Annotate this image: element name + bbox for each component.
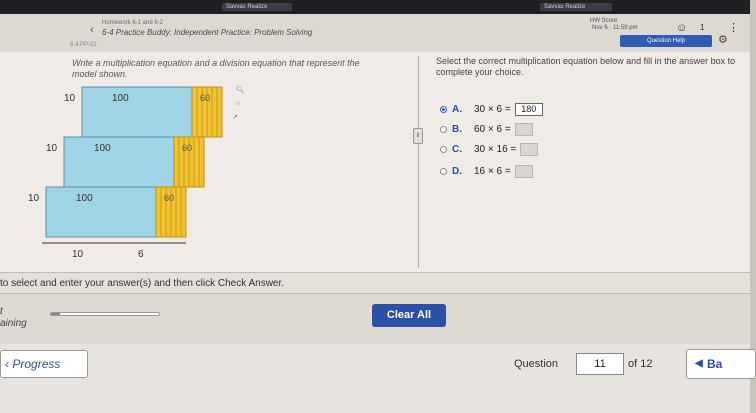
choice-equation: 60 × 6 = xyxy=(474,123,511,135)
prompt-bar xyxy=(0,272,750,294)
blue-block xyxy=(82,87,192,137)
question-total: of 12 xyxy=(628,358,653,370)
footer-nav xyxy=(0,344,750,413)
bottom-right-label: 6 xyxy=(138,249,144,260)
blue-block xyxy=(46,187,156,237)
strip-value-label: 60 xyxy=(200,93,211,103)
user-icon[interactable]: ☺ xyxy=(676,22,688,34)
choice-equation: 16 × 6 = xyxy=(474,165,511,177)
choice-letter: B. xyxy=(452,123,462,135)
choice-letter: A. xyxy=(452,103,462,115)
blue-block xyxy=(64,137,174,187)
browser-top-bar xyxy=(0,0,750,14)
question-help-button[interactable]: Question Help xyxy=(620,35,712,47)
radio-button[interactable] xyxy=(440,168,447,175)
block-value-label: 100 xyxy=(94,143,111,154)
choice-d[interactable] xyxy=(440,162,533,180)
choice-b[interactable] xyxy=(440,120,533,138)
back-arrow-icon: ◀ xyxy=(695,358,703,369)
choice-letter: D. xyxy=(452,165,462,177)
progress-button[interactable]: ‹ Progress xyxy=(0,350,88,378)
choice-a[interactable] xyxy=(440,100,543,118)
answer-box[interactable]: 180 xyxy=(515,103,543,116)
row-left-label: 10 xyxy=(46,143,58,154)
radio-button[interactable] xyxy=(440,106,447,113)
expand-icon[interactable]: ↗ xyxy=(232,114,238,121)
question-number-input[interactable]: 11 xyxy=(576,353,624,375)
back-button[interactable] xyxy=(686,349,756,379)
question-number: 6.4.PP-21 xyxy=(70,42,97,48)
bottom-bar xyxy=(0,294,750,344)
strip-value-label: 60 xyxy=(164,193,175,203)
clear-all-button[interactable]: Clear All xyxy=(372,304,446,327)
row-left-label: 10 xyxy=(28,193,40,204)
count-badge: 1 xyxy=(700,23,705,32)
bottom-left-label: 10 xyxy=(72,249,84,260)
assignment-title: 6-4 Practice Buddy: Independent Practice: Problem Solving xyxy=(102,28,313,37)
progress-label: Progress xyxy=(12,357,61,371)
panel-divider xyxy=(418,56,419,268)
choice-c[interactable] xyxy=(440,140,538,158)
browser-tab[interactable]: Savvas Realize xyxy=(222,3,292,11)
remaining-text: aining xyxy=(0,318,27,329)
remaining-label: t aining xyxy=(0,306,27,329)
divider-handle[interactable]: ‖ xyxy=(413,128,423,144)
progress-fill xyxy=(51,313,60,315)
breadcrumb[interactable]: Homework 6-1 and 6-2 xyxy=(102,20,164,26)
hw-score: HW Score xyxy=(590,18,618,24)
block-value-label: 100 xyxy=(112,93,129,104)
question-text: Write a multiplication equation and a division equation that represent the model shown. xyxy=(72,58,360,79)
browser-tab[interactable]: Savvas Realize xyxy=(540,3,612,11)
back-chevron-icon[interactable]: ‹ xyxy=(90,24,94,36)
back-label: Ba xyxy=(707,357,723,371)
question-label: Question xyxy=(514,358,559,370)
remaining-progress-bar xyxy=(50,312,160,316)
due-date: Nov 6 · 11:59 pm xyxy=(592,25,638,31)
choice-equation: 30 × 16 = xyxy=(474,143,517,155)
more-icon[interactable]: ⋮ xyxy=(728,22,739,34)
magnify-icon[interactable]: ○ xyxy=(236,100,241,107)
choice-equation: 30 × 6 = xyxy=(474,103,511,115)
block-value-label: 100 xyxy=(76,193,93,204)
choice-letter: C. xyxy=(452,143,462,155)
zoom-icon[interactable]: 🔍︎ xyxy=(236,87,245,94)
radio-button[interactable] xyxy=(440,146,447,153)
strip-value-label: 60 xyxy=(182,143,193,153)
answer-instruction: Select the correct multiplication equation below and fill in the answer box to complete your choice. xyxy=(436,56,736,77)
prompt-text: to select and enter your answer(s) and then click Check Answer. xyxy=(0,278,285,289)
radio-button[interactable] xyxy=(440,126,447,133)
row-left-label: 10 xyxy=(64,93,76,104)
area-model-diagram xyxy=(30,85,220,260)
answer-box[interactable] xyxy=(515,123,533,136)
answer-box[interactable] xyxy=(515,165,533,178)
answer-box[interactable] xyxy=(520,143,538,156)
settings-icon[interactable]: ⚙ xyxy=(718,34,728,46)
